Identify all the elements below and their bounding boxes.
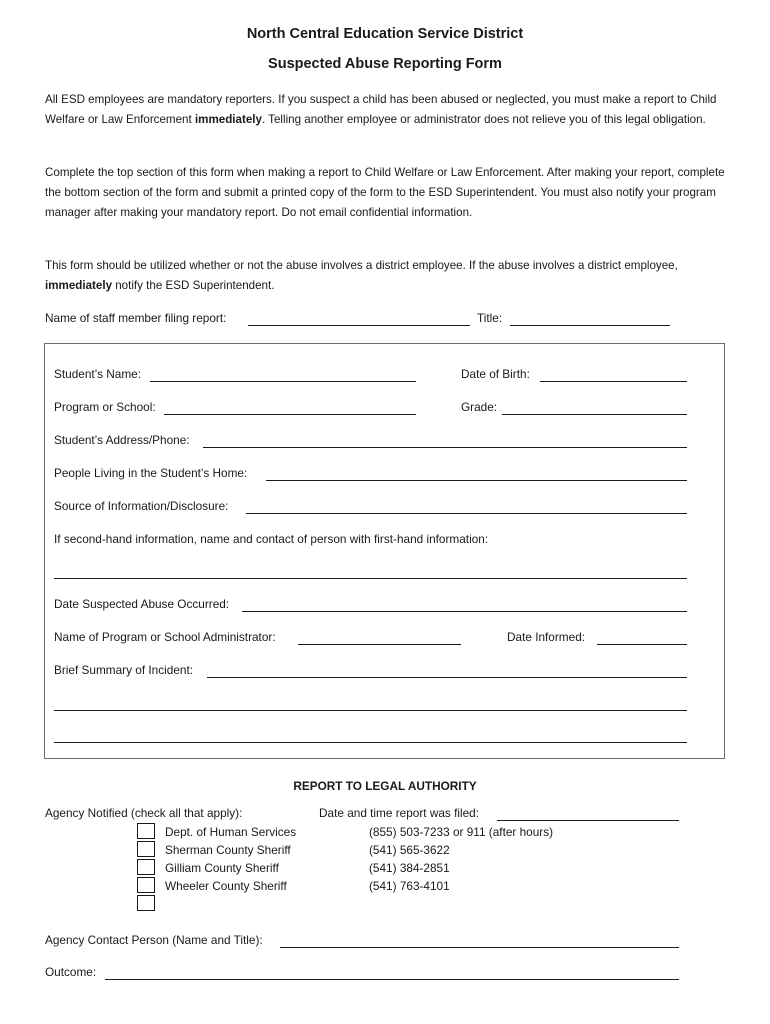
outcome-label: Outcome: (45, 965, 97, 979)
agency-name: Wheeler County Sheriff (165, 879, 287, 893)
intro-paragraph-3: This form should be utilized whether or not the abuse involves a district employee. If the abuse involves a district employee, immediately notify the ESD Superintendent. (45, 259, 678, 292)
student-name-label: Student’s Name: (54, 367, 141, 381)
program-label: Program or School: (54, 400, 156, 414)
org-title: North Central Education Service District (246, 26, 524, 42)
source-label: Source of Information/Disclosure: (54, 499, 229, 513)
dob-label: Date of Birth: (461, 367, 530, 381)
gilliam-checkbox[interactable] (137, 859, 155, 875)
legal-heading: REPORT TO LEGAL AUTHORITY (293, 779, 477, 793)
staff-name-field[interactable] (248, 325, 470, 326)
sherman-checkbox[interactable] (137, 841, 155, 857)
agency-phone: (541) 565-3622 (369, 843, 450, 857)
people-field[interactable] (266, 480, 687, 481)
grade-label: Grade: (461, 400, 498, 414)
staff-title-label: Title: (477, 311, 503, 325)
source-field[interactable] (246, 513, 687, 514)
address-label: Student’s Address/Phone: (54, 433, 190, 447)
date-occurred-field[interactable] (242, 611, 687, 612)
administrator-field[interactable] (298, 644, 461, 645)
wheeler-checkbox[interactable] (137, 877, 155, 893)
staff-name-label: Name of staff member filing report: (45, 311, 227, 325)
date-filed-field[interactable] (497, 820, 679, 821)
student-name-field[interactable] (150, 381, 416, 382)
agency-phone: (541) 763-4101 (369, 879, 450, 893)
agency-name: Gilliam County Sheriff (165, 861, 279, 875)
intro-paragraph-1: All ESD employees are mandatory reporters. If you suspect a child has been abused or neglected, you must make a report to Child Welfare or Law Enforcement immediately. Telling another employee or administrator does not relieve you of this legal obligation. (45, 93, 717, 126)
date-informed-label: Date Informed: (507, 630, 586, 644)
date-filed-label: Date and time report was filed: (319, 806, 479, 820)
agency-name: Sherman County Sheriff (165, 843, 291, 857)
agency-notified-label: Agency Notified (check all that apply): (45, 806, 243, 820)
dhs-checkbox[interactable] (137, 823, 155, 839)
address-field[interactable] (203, 447, 687, 448)
summary-field-line-3[interactable] (54, 742, 687, 743)
date-occurred-label: Date Suspected Abuse Occurred: (54, 597, 230, 611)
staff-title-field[interactable] (510, 325, 670, 326)
grade-field[interactable] (502, 414, 687, 415)
people-label: People Living in the Student’s Home: (54, 466, 248, 480)
contact-person-field[interactable] (280, 947, 679, 948)
date-informed-field[interactable] (597, 644, 687, 645)
intro-paragraph-2: Complete the top section of this form when making a report to Child Welfare or Law Enforcement. After making your report, complete the bottom section of the form and submit a printed copy of the form to the ESD Superintendent. You must also notify your program manager after making your mandatory report. Do not email confidential information. (45, 166, 725, 219)
contact-person-label: Agency Contact Person (Name and Title): (45, 933, 263, 947)
dob-field[interactable] (540, 381, 687, 382)
second-hand-field[interactable] (54, 578, 687, 579)
agency-phone: (855) 503-7233 or 911 (after hours) (369, 825, 554, 839)
agency-name: Dept. of Human Services (165, 825, 297, 839)
summary-label: Brief Summary of Incident: (54, 663, 193, 677)
agency-phone: (541) 384-2851 (369, 861, 450, 875)
extra-checkbox[interactable] (137, 895, 155, 911)
administrator-label: Name of Program or School Administrator: (54, 630, 276, 644)
program-field[interactable] (164, 414, 416, 415)
second-hand-label: If second-hand information, name and contact of person with first-hand information: (54, 532, 489, 546)
form-title: Suspected Abuse Reporting Form (268, 56, 502, 72)
summary-field-line-1[interactable] (207, 677, 687, 678)
outcome-field[interactable] (105, 979, 679, 980)
summary-field-line-2[interactable] (54, 710, 687, 711)
